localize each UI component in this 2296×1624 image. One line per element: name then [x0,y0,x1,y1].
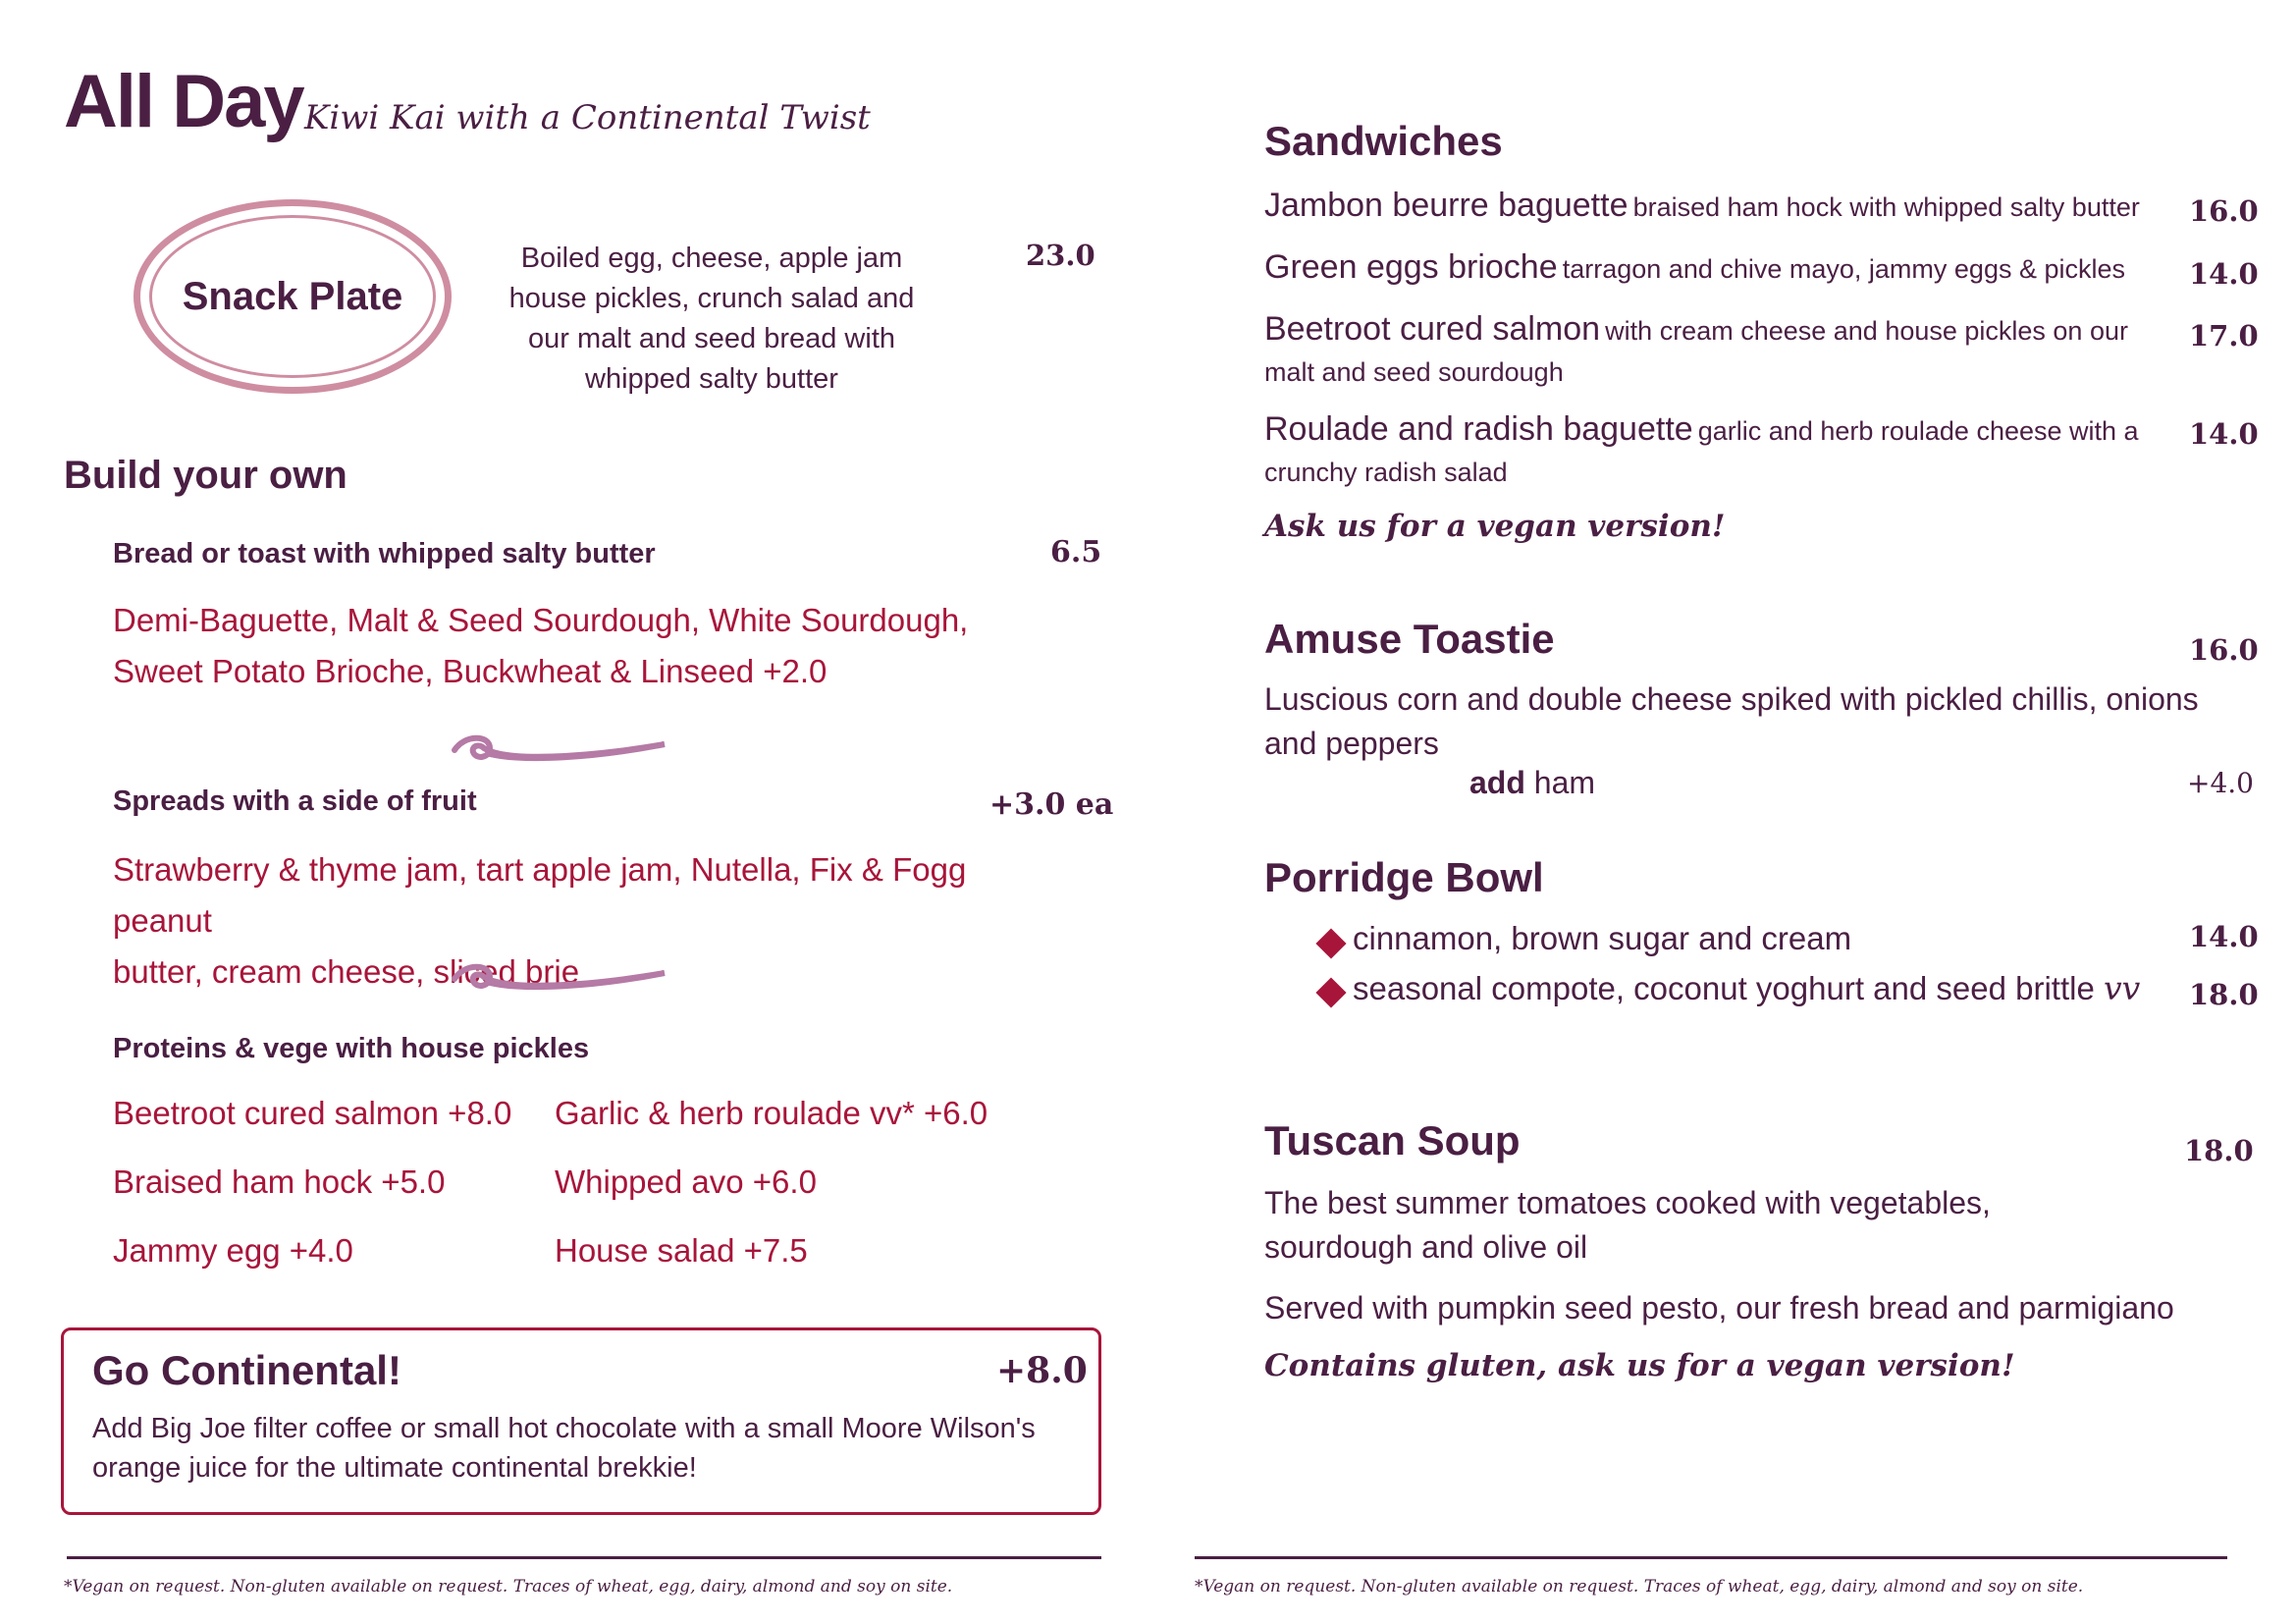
protein-item: Whipped avo +6.0 [555,1164,817,1200]
sandwich-price: 17.0 [2189,319,2259,352]
amuse-toastie-addon-price: +4.0 [2187,767,2254,799]
porridge-option: cinnamon, brown sugar and cream [1353,920,1852,956]
sandwich-name: Jambon beurre baguette [1264,187,1629,224]
sandwich-description: with cream cheese and house pickles on our malt and seed sourdough [1264,316,2128,387]
footnote: *Vegan on request. Non-gluten available on request. Traces of wheat, egg, dairy, almond and soy on site. [1195,1577,2084,1597]
porridge-bowl-heading: Porridge Bowl [1264,854,1544,900]
snack-plate-label: Snack Plate [182,275,403,318]
sandwich-price: 16.0 [2189,194,2259,228]
sandwich-price: 14.0 [2189,257,2259,291]
porridge-option-text: seasonal compote, coconut yoghurt and seed brittle [1353,970,2095,1006]
porridge-option [1353,969,2140,1007]
sandwich-price: 14.0 [2189,417,2259,451]
bread-price: 6.5 [1050,535,1102,569]
addon-item: ham [1533,765,1596,800]
sandwich-item [1264,410,2182,495]
swirl-divider-icon [447,957,672,997]
go-continental-price: +8.0 [996,1350,1088,1391]
bread-options [113,595,1016,697]
tuscan-soup-price: 18.0 [2184,1134,2254,1167]
amuse-toastie-heading: Amuse Toastie [1264,616,1555,662]
sandwich-description: tarragon and chive mayo, jammy eggs & pickles [1562,254,2125,284]
bread-options-line-2: Sweet Potato Brioche, Buckwheat & Linseed +2.0 [113,653,828,689]
protein-item: Beetroot cured salmon +8.0 [113,1095,512,1131]
proteins-heading: Proteins & vege with house pickles [113,1033,590,1064]
amuse-toastie-description: Luscious corn and double cheese spiked with pickled chillis, onions and peppers [1264,681,2199,761]
sandwich-item [1264,310,2182,395]
sandwiches-vegan-note: Ask us for a vegan version! [1264,509,1726,544]
sandwich-description: braised ham hock with whipped salty butter [1632,192,2140,222]
bread-heading: Bread or toast with whipped salty butter [113,538,656,569]
sandwiches-heading: Sandwiches [1264,118,1503,164]
sandwich-item [1264,248,2182,292]
footer-divider [67,1556,1101,1559]
build-your-own-heading: Build your own [64,454,347,497]
go-continental-description: Add Big Joe filter coffee or small hot chocolate with a small Moore Wilson's orange juice for the ultimate continental brekkie! [92,1413,1036,1484]
sandwich-name: Beetroot cured salmon [1264,310,1601,348]
tuscan-soup-heading: Tuscan Soup [1264,1117,1521,1164]
snack-plate-description: Boiled egg, cheese, apple jam house pickles, crunch salad and our malt and seed bread with whipped salty butter [508,243,915,395]
porridge-option-suffix: vv [2103,969,2141,1007]
tuscan-soup-description: The best summer tomatoes cooked with vegetables, sourdough and olive oil [1264,1185,1991,1265]
spreads-heading: Spreads with a side of fruit [113,785,477,817]
spreads-options-line-1: Strawberry & thyme jam, tart apple jam, Nutella, Fix & Fogg peanut [113,851,967,939]
spreads-price: +3.0 ea [989,787,1114,822]
sandwich-name: Roulade and radish baguette [1264,410,1693,448]
page-title: All Day [64,60,303,143]
diamond-bullet-icon [1315,977,1346,1007]
bread-options-line-1: Demi-Baguette, Malt & Seed Sourdough, White Sourdough, [113,602,969,638]
swirl-divider-icon [447,729,672,768]
protein-item: Garlic & herb roulade vv* +6.0 [555,1095,988,1131]
amuse-toastie-price: 16.0 [2189,633,2259,667]
addon-label: add [1469,765,1525,800]
protein-item: House salad +7.5 [555,1232,808,1269]
go-continental-heading: Go Continental! [92,1347,401,1393]
footnote: *Vegan on request. Non-gluten available on request. Traces of wheat, egg, dairy, almond and soy on site. [64,1577,953,1597]
tuscan-soup-served-with: Served with pumpkin seed pesto, our fresh bread and parmigiano [1264,1290,2174,1326]
diamond-bullet-icon [1315,928,1346,958]
sandwich-name: Green eggs brioche [1264,248,1558,286]
amuse-toastie-addon [1469,761,1595,805]
protein-item: Braised ham hock +5.0 [113,1164,446,1200]
protein-item: Jammy egg +4.0 [113,1232,353,1269]
sandwich-description: garlic and herb roulade cheese with a crunchy radish salad [1264,416,2139,487]
snack-plate-price: 23.0 [1026,239,1095,272]
porridge-option-price: 14.0 [2189,920,2259,953]
sandwich-item [1264,187,2182,230]
page-subtitle: Kiwi Kai with a Continental Twist [304,98,871,137]
tuscan-soup-note: Contains gluten, ask us for a vegan version! [1264,1348,2015,1383]
porridge-option-price: 18.0 [2189,978,2259,1011]
spreads-options-line-2: butter, cream cheese, sliced brie [113,953,580,990]
footer-divider [1195,1556,2227,1559]
